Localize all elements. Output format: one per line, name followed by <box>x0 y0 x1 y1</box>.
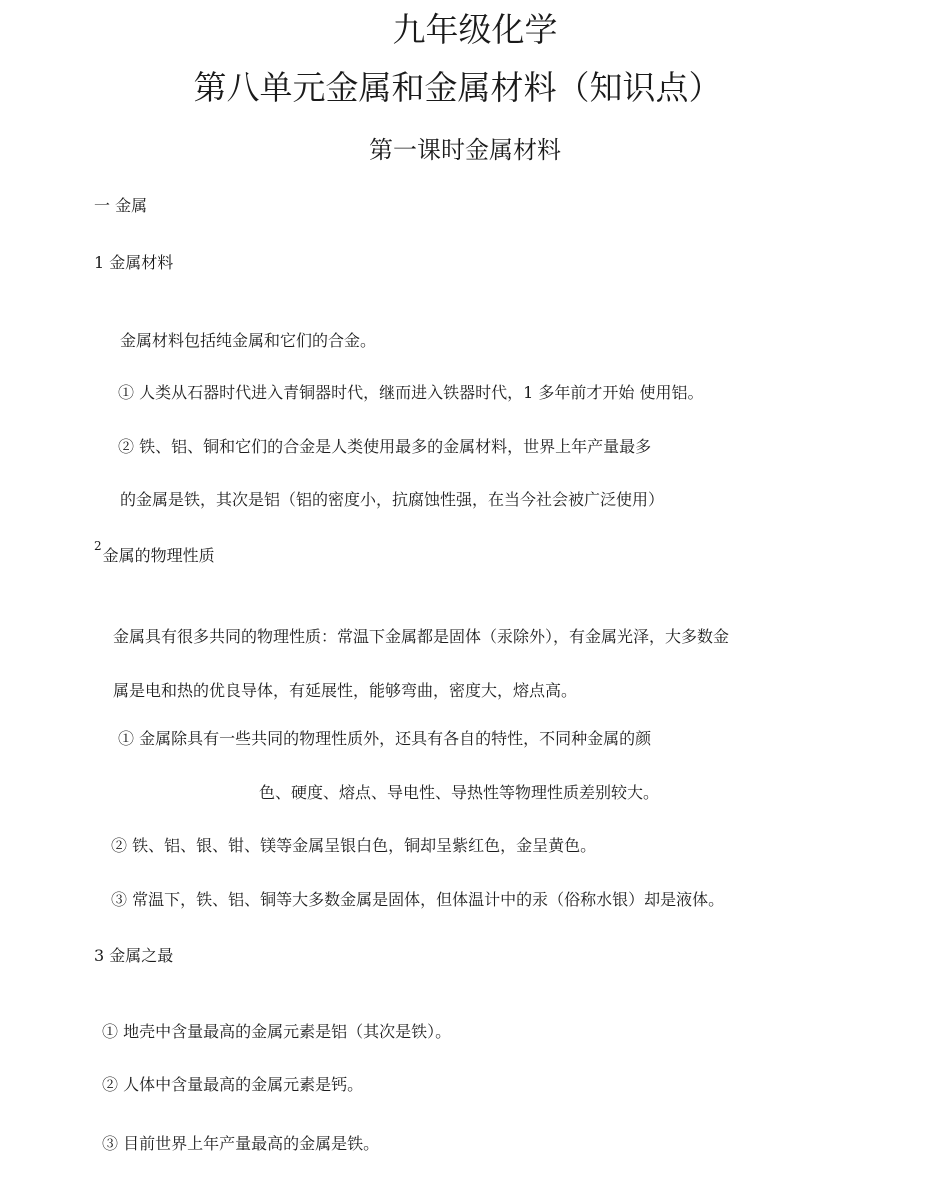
paragraph-line: 色、硬度、熔点、导电性、导热性等物理性质差别较大。 <box>259 783 660 802</box>
paragraph-line: ③ 常温下，铁、铝、铜等大多数金属是固体，但体温计中的汞（俗称水银）却是液体。 <box>111 890 725 909</box>
paragraph-line: ① 金属除具有一些共同的物理性质外，还具有各自的特性，不同种金属的颜 <box>118 729 652 748</box>
paragraph-line: 金属材料包括纯金属和它们的合金。 <box>120 331 377 350</box>
subsection-title: 金属的物理性质 <box>102 546 215 565</box>
lesson-title: 第一课时金属材料 <box>369 136 561 164</box>
paragraph-line: ② 人体中含量最高的金属元素是钙。 <box>102 1075 364 1094</box>
paragraph-line: ② 铁、铝、银、钳、镁等金属呈银白色，铜却呈紫红色，金呈黄色。 <box>111 836 597 855</box>
section-heading-metals: 一 金属 <box>94 196 148 215</box>
paragraph-line: ③ 目前世界上年产量最高的金属是铁。 <box>102 1134 380 1153</box>
subsection-heading-physical-properties <box>94 539 215 566</box>
paragraph-line: 的金属是铁，其次是铝（铝的密度小，抗腐蚀性强，在当今社会被广泛使用） <box>120 490 665 509</box>
paragraph-line: 属是电和热的优良导体，有延展性，能够弯曲，密度大，熔点高。 <box>113 681 578 700</box>
subsection-heading-metal-materials: 1 金属材料 <box>94 253 174 272</box>
paragraph-line: ① 人类从石器时代进入青铜器时代，继而进入铁器时代，1 多年前才开始 使用铝。 <box>118 383 704 402</box>
paragraph-line: 金属具有很多共同的物理性质：常温下金属都是固体（汞除外），有金属光泽，大多数金 <box>113 627 730 646</box>
unit-title: 第八单元金属和金属材料（知识点） <box>193 68 722 107</box>
subsection-heading-metal-records: 3 金属之最 <box>94 946 174 965</box>
document-title: 九年级化学 <box>392 10 558 49</box>
paragraph-line: ② 铁、铝、铜和它们的合金是人类使用最多的金属材料，世界上年产量最多 <box>118 437 652 456</box>
paragraph-line: ① 地壳中含量最高的金属元素是铝（其次是铁）。 <box>102 1022 452 1041</box>
subsection-number: 2 <box>94 539 102 553</box>
